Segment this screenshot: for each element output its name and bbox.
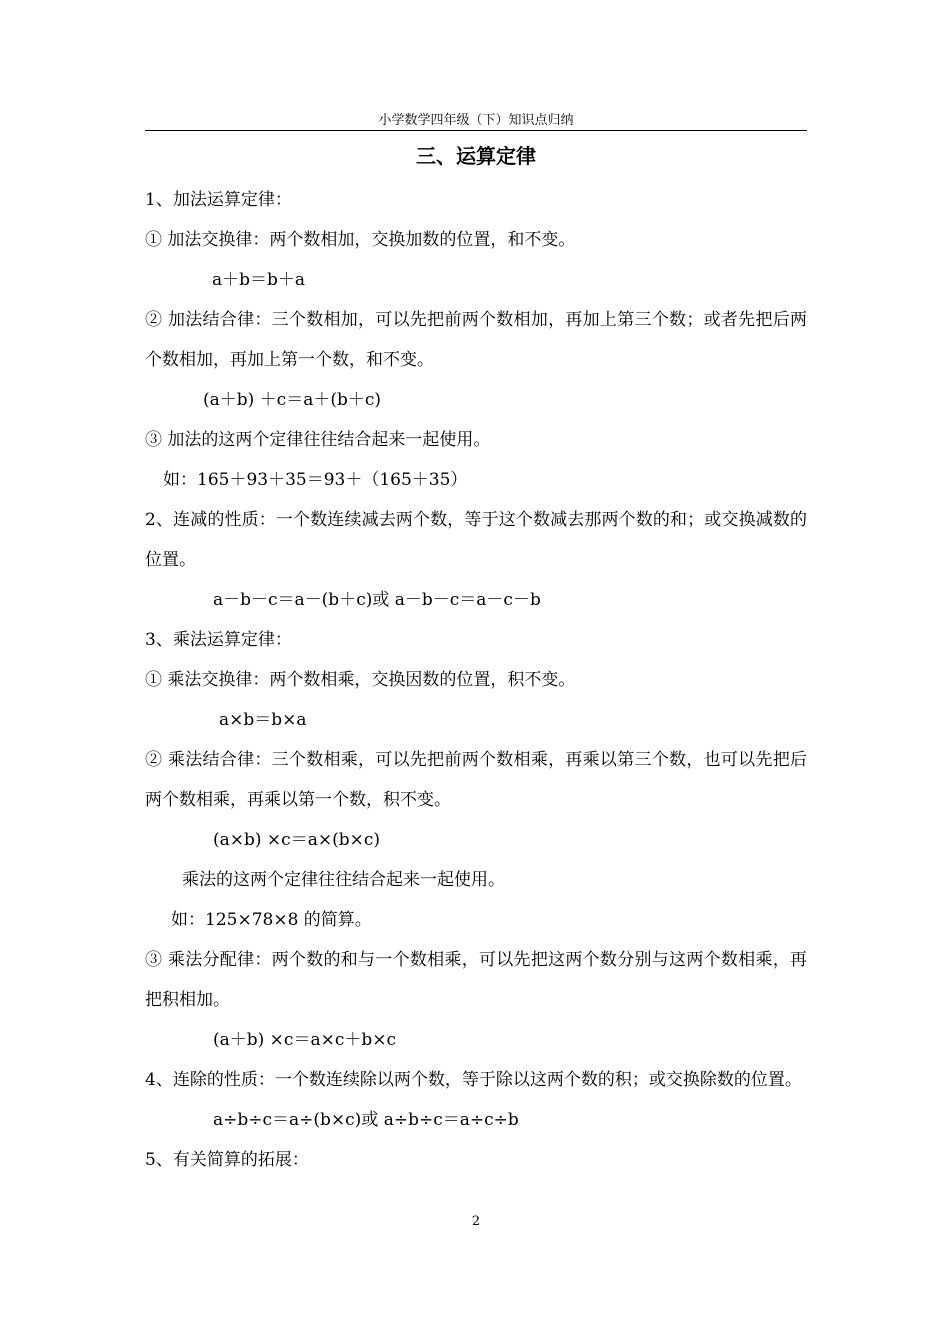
formula-division: a÷b÷c＝a÷(b×c)或 a÷b÷c＝a÷c÷b	[213, 1110, 519, 1130]
multiplication-example: 如：125×78×8 的简算。	[171, 910, 372, 930]
formula-subtraction: a－b－c＝a－(b＋c)或 a－b－c＝a－c－b	[213, 590, 541, 610]
heading-multiplication-laws: 3、乘法运算定律：	[145, 630, 292, 650]
addition-associative-law: ② 加法结合律：三个数相加，可以先把前两个数相加，再加上第三个数；或者先把后两个数相加，再加上第一个数，和不变。	[145, 310, 807, 370]
multiplication-commutative-law: ① 乘法交换律：两个数相乘，交换因数的位置，积不变。	[145, 670, 576, 690]
formula-addition-commutative: a＋b＝b＋a	[212, 270, 306, 290]
heading-addition-laws: 1、加法运算定律：	[145, 190, 292, 210]
page-number: 2	[471, 1214, 481, 1229]
section-title: 三、运算定律	[416, 144, 536, 168]
multiplication-laws-combined: 乘法的这两个定律往往结合起来一起使用。	[182, 870, 505, 890]
heading-simplification-extensions: 5、有关简算的拓展：	[145, 1150, 309, 1170]
multiplication-associative-law: ② 乘法结合律：三个数相乘，可以先把前两个数相乘，再乘以第三个数，也可以先把后两个数相乘，再乘以第一个数，积不变。	[145, 750, 807, 810]
subtraction-property: 2、连减的性质：一个数连续减去两个数，等于这个数减去那两个数的和；或交换减数的位置。	[145, 510, 807, 570]
document-body	[145, 180, 807, 1180]
running-header: 小学数学四年级（下）知识点归纳	[378, 113, 574, 128]
addition-commutative-law: ① 加法交换律：两个数相加，交换加数的位置，和不变。	[145, 230, 576, 250]
division-property: 4、连除的性质：一个数连续除以两个数，等于除以这两个数的积；或交换除数的位置。	[145, 1070, 802, 1090]
formula-multiplication-commutative: a×b＝b×a	[219, 710, 307, 730]
formula-multiplication-distributive: (a＋b) ×c＝a×c＋b×c	[213, 1030, 396, 1050]
addition-example: 如：165＋93＋35＝93＋（165＋35）	[163, 470, 468, 490]
formula-multiplication-associative: (a×b) ×c＝a×(b×c)	[213, 830, 380, 850]
addition-laws-combined: ③ 加法的这两个定律往往结合起来一起使用。	[145, 430, 491, 450]
multiplication-distributive-law: ③ 乘法分配律：两个数的和与一个数相乘，可以先把这两个数分别与这两个数相乘，再把积相加。	[145, 950, 807, 1010]
formula-addition-associative: (a＋b) ＋c＝a＋(b＋c)	[203, 390, 382, 410]
header-rule	[145, 130, 807, 131]
